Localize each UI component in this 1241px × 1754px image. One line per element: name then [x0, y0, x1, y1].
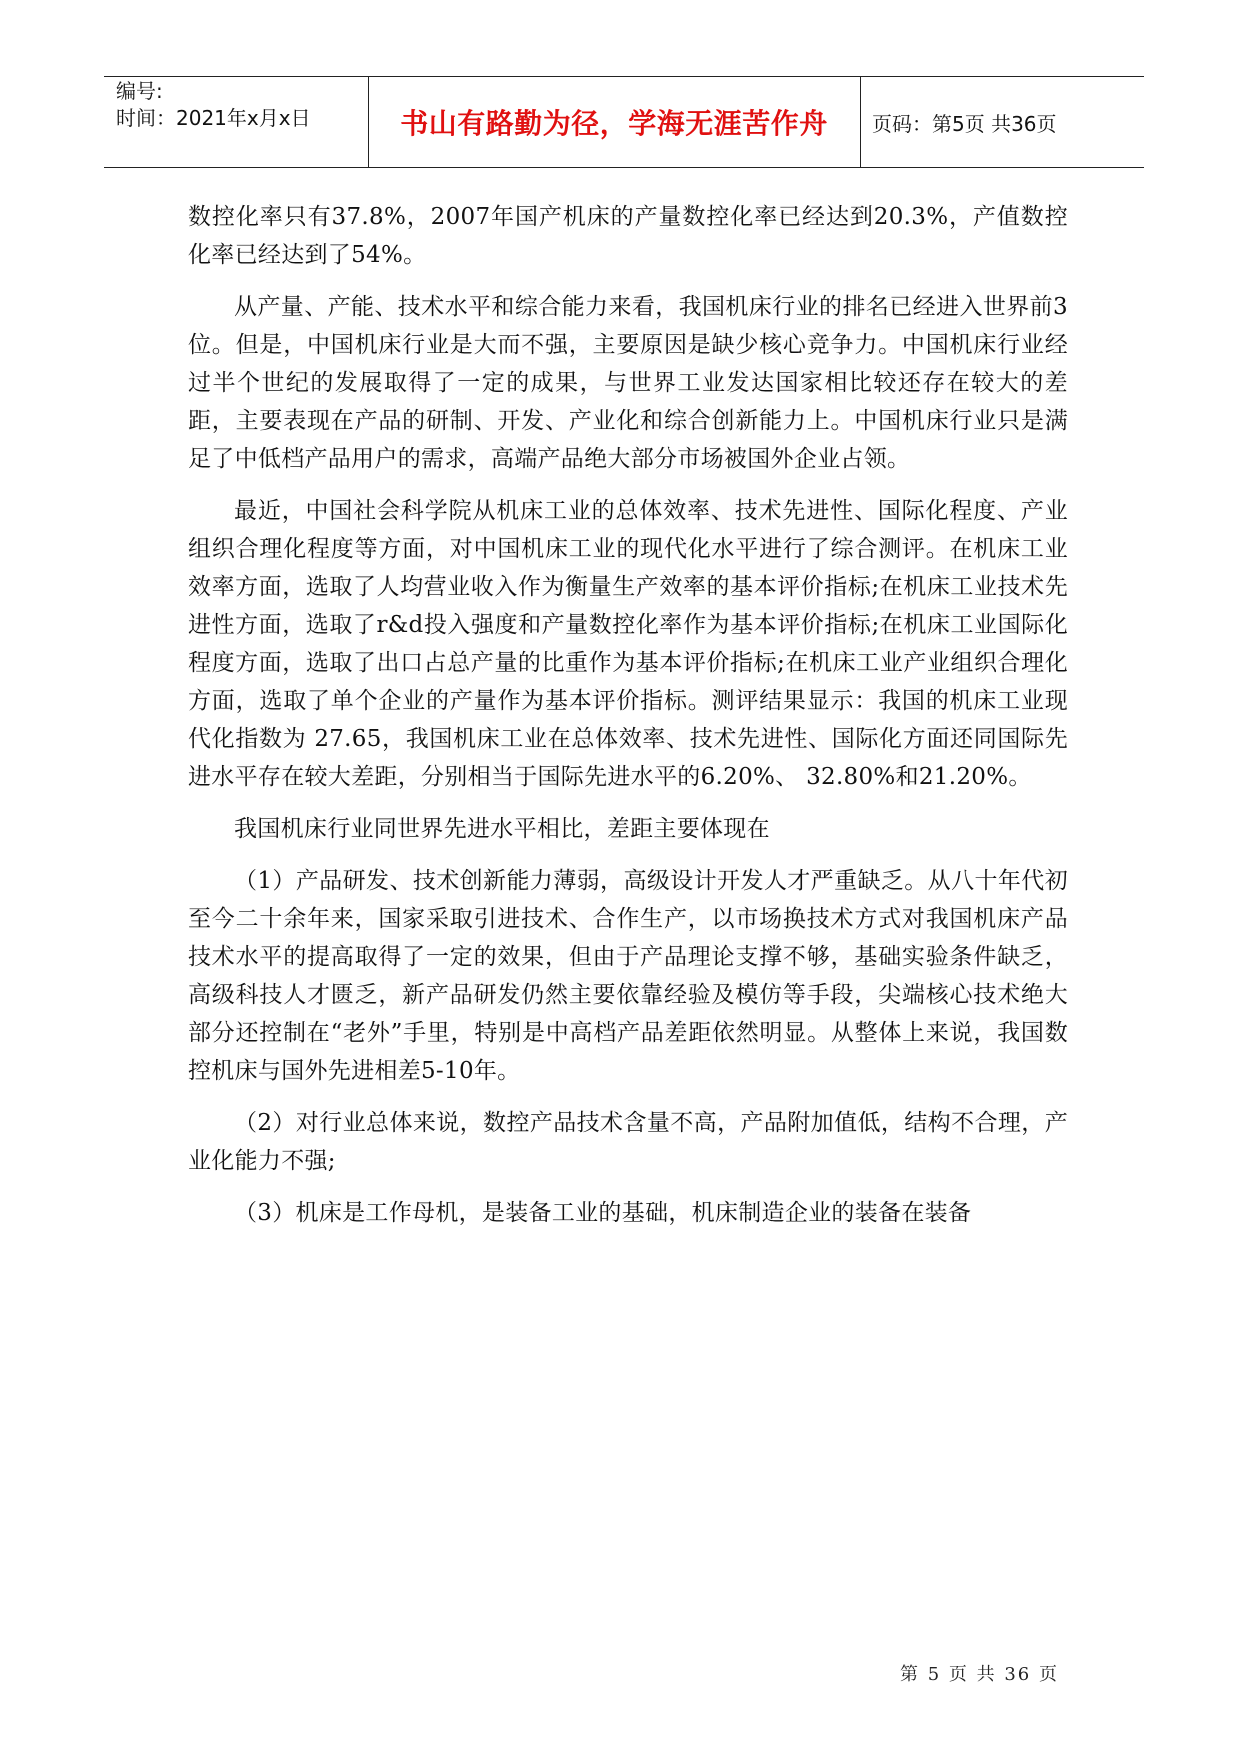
header-page-info-cell — [860, 76, 1144, 168]
paragraph-point-2: （2）对行业总体来说，数控产品技术含量不高，产品附加值低，结构不合理，产业化能力不强; — [188, 1110, 1068, 1174]
page-footer: 第 5 页 共 36 页 — [900, 1664, 1059, 1685]
page-header — [104, 76, 1144, 168]
paragraph-point-1: （1）产品研发、技术创新能力薄弱，高级设计开发人才严重缺乏。从八十年代初至今二十余年来，国家采取引进技术、合作生产，以市场换技术方式对我国机床产品技术水平的提高取得了一定的效果，但由于产品理论支撑不够，基础实验条件缺乏，高级科技人才匮乏，新产品研发仍然主要依靠经验及模仿等手段，尖端核心技术绝大部分还控制在“老外”手里，特别是中高档产品差距依然明显。从整体上来说，我国数控机床与国外先进相差5-10年。 — [188, 868, 1068, 1084]
paragraph-point-3: （3）机床是工作母机，是装备工业的基础，机床制造企业的装备在装备 — [234, 1200, 972, 1226]
header-motto-cell — [368, 76, 860, 168]
header-page-info: 页码：第5页 共36页 — [872, 111, 1057, 136]
header-time-label: 时间：2021年x月x日 — [116, 106, 311, 130]
document-body — [188, 198, 1068, 1246]
paragraph-evaluation: 最近，中国社会科学院从机床工业的总体效率、技术先进性、国际化程度、产业组织合理化程度等方面，对中国机床工业的现代化水平进行了综合测评。在机床工业效率方面，选取了人均营业收入作为衡量生产效率的基本评价指标;在机床工业技术先进性方面，选取了r&d投入强度和产量数控化率作为基本评价指标;在机床工业国际化程度方面，选取了出口占总产量的比重作为基本评价指标;在机床工业产业组织合理化方面，选取了单个企业的产量作为基本评价指标。测评结果显示：我国的机床工业现代化指数为 27.65，我国机床工业在总体效率、技术先进性、国际化方面还同国际先进水平存在较大差距，分别相当于国际先进水平的6.20%、 32.80%和21.20%。 — [188, 498, 1068, 790]
header-meta — [116, 78, 311, 132]
paragraph-gap-intro: 我国机床行业同世界先进水平相比，差距主要体现在 — [234, 816, 770, 842]
paragraph-ranking: 从产量、产能、技术水平和综合能力来看，我国机床行业的排名已经进入世界前3位。但是，中国机床行业是大而不强，主要原因是缺少核心竞争力。中国机床行业经过半个世纪的发展取得了一定的成果，与世界工业发达国家相比较还存在较大的差距，主要表现在产品的研制、开发、产业化和综合创新能力上。中国机床行业只是满足了中低档产品用户的需求，高端产品绝大部分市场被国外企业占领。 — [188, 294, 1068, 472]
header-motto: 书山有路勤为径，学海无涯苦作舟 — [400, 107, 828, 140]
header-number-label: 编号: — [116, 79, 163, 103]
paragraph-continuation: 数控化率只有37.8%，2007年国产机床的产量数控化率已经达到20.3%，产值数控化率已经达到了54%。 — [188, 204, 1068, 268]
